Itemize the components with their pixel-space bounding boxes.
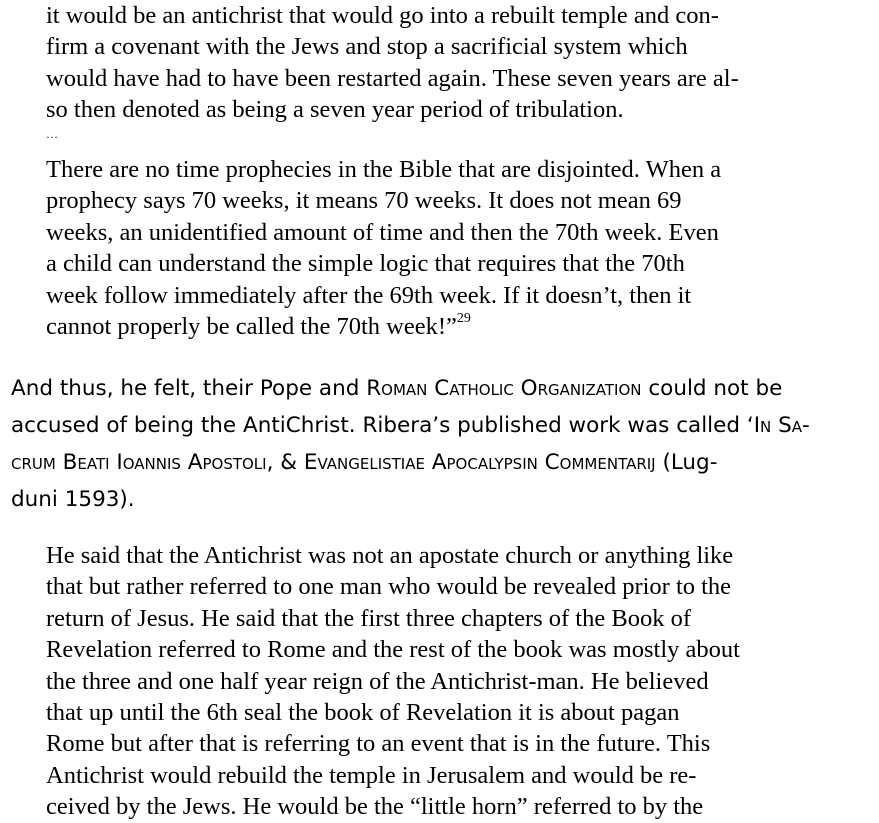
text-line [11, 444, 810, 481]
ellipsis-mark: … [46, 127, 58, 141]
text-line: Revelation referred to Rome and the rest of the book was mostly about [46, 636, 740, 664]
text-segment: could not be [641, 376, 783, 401]
text-line: that up until the 6th seal the book of Revelation it is about pagan [46, 699, 680, 727]
text-line: Antichrist would rebuild the temple in Jerusalem and would be re- [46, 761, 697, 789]
text-line: duni 1593). [11, 487, 135, 512]
small-caps-segment: Roman Catholic Organization [366, 376, 642, 401]
text-line: would have had to have been restarted again. These seven years are al- [46, 64, 739, 92]
quote-paragraph-2 [46, 154, 721, 342]
small-caps-segment: Evangelistiae Apocalypsin Commentarij [303, 450, 656, 475]
body-paragraph [11, 370, 810, 518]
text-line: a child can understand the simple logic that requires that the 70th [46, 250, 685, 278]
text-line: firm a covenant with the Jews and stop a sacrificial system which [46, 33, 688, 61]
text-line [11, 407, 810, 444]
quote-paragraph-1 [46, 0, 739, 126]
text-line: prophecy says 70 weeks, it means 70 weeks. It does not mean 69 [46, 187, 682, 215]
text-line: the three and one half year reign of the Antichrist-man. He believed [46, 667, 709, 695]
footnote-reference[interactable]: 29 [456, 310, 471, 326]
text-line: Rome but after that is referring to an event that is in the future. This [46, 730, 711, 758]
text-line: week follow immediately after the 69th week. If it doesn’t, then it [46, 281, 692, 309]
text-line: He said that the Antichrist was not an apostate church or anything like [46, 542, 734, 569]
text-line [11, 370, 810, 407]
text-segment: accused of being the AntiChrist. Ribera’s published work was called ‘ [11, 413, 754, 438]
text-line: return of Jesus. He said that the first three chapters of the Book of [46, 604, 691, 632]
text-segment: , & [266, 450, 304, 475]
small-caps-segment: In Sa- [753, 413, 810, 438]
small-caps-segment: crum Beati Ioannis Apostoli [11, 450, 267, 475]
text-segment: (Lug- [655, 450, 718, 475]
text-line: it would be an antichrist that would go into a rebuilt temple and con- [46, 2, 719, 29]
text-line: ceived by the Jews. He would be the “little horn” referred to by the [46, 793, 704, 821]
text-line: There are no time prophecies in the Bible that are disjointed. When a [46, 156, 722, 183]
text-line: weeks, an unidentified amount of time and then the 70th week. Even [46, 218, 719, 246]
quote-paragraph-3 [46, 540, 740, 823]
text-line: cannot properly be called the 70th week!” [46, 313, 457, 341]
text-segment: And thus, he felt, their Pope and [11, 376, 367, 401]
text-line: that but rather referred to one man who would be revealed prior to the [46, 573, 732, 601]
text-line-with-footnote [46, 311, 721, 342]
text-line: so then denoted as being a seven year period of tribulation. [46, 96, 624, 124]
